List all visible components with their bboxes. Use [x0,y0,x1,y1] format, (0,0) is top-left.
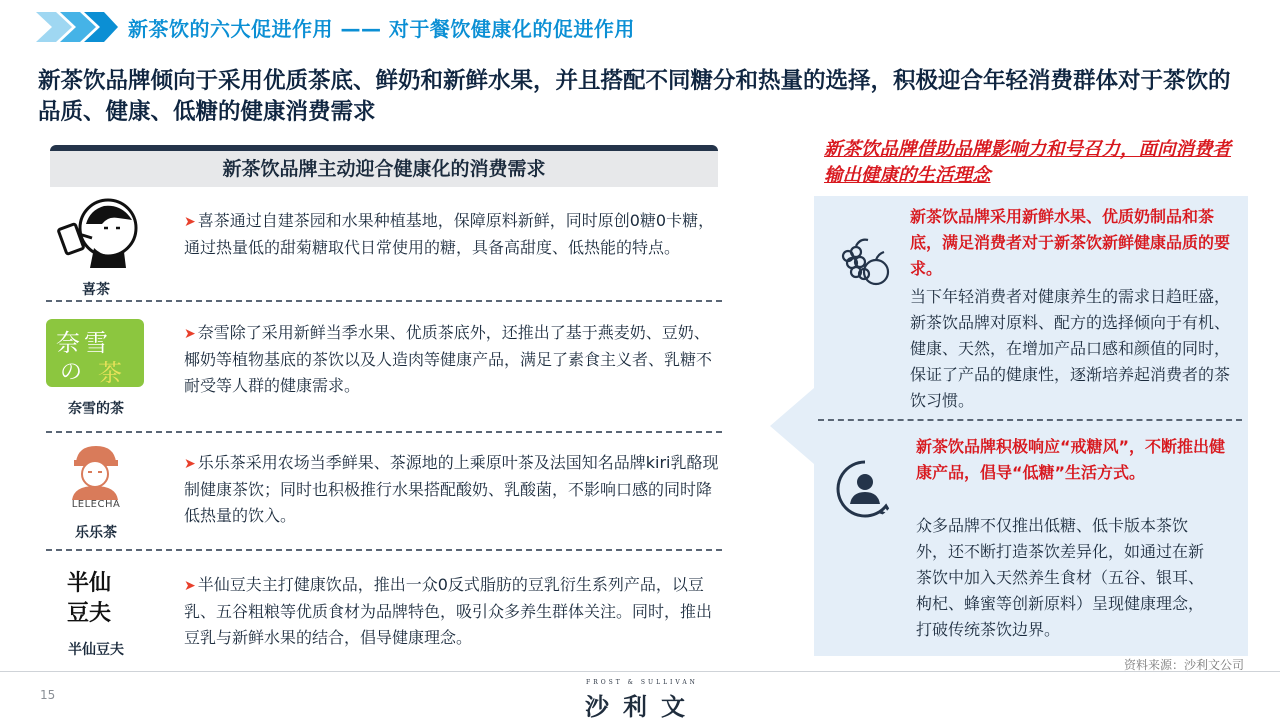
left-panel-title: 新茶饮品牌主动迎合健康化的消费需求 [50,151,718,187]
bullet-arrow-icon: ➤ [184,214,196,230]
page-number: 15 [40,688,56,702]
naixue-logo-icon: 奈雪 の 茶 [46,319,144,387]
company-logo: 沙利文 [585,693,699,721]
row-divider [46,549,722,551]
right-item-body: 当下年轻消费者对健康养生的需求日趋旺盛，新茶饮品牌对原料、配方的选择倾向于有机、健康、天然，在增加产品口感和颜值的同时，保证了产品的健康性，逐渐培养起消费者的茶饮习惯。 [910,287,1231,410]
brand-description: ➤ 乐乐茶采用农场当季鲜果、茶源地的上乘原叶茶及法国知名品牌kiri乳酪现制健康茶饮；同时也积极推行水果搭配酸奶、乳酸菌，不影响口感的同时降低热量的饮入。 [184,453,719,525]
right-divider [818,419,1242,421]
banxian-logo-icon: 半仙豆夫 [66,570,111,626]
header-chevron-icon [34,10,118,44]
lelecha-logo-icon [64,442,126,500]
brand-name: 喜茶 [82,282,110,298]
heytea-logo-icon [46,194,146,274]
row-divider [46,431,722,433]
brand-name: 半仙豆夫 [68,642,124,658]
brand-description: ➤ 半仙豆夫主打健康饮品，推出一众0反式脂肪的豆乳衍生系列产品，以豆乳、五谷粗粮等优质食材为品牌特色，吸引众多养生群体关注。同时，推出豆乳与新鲜水果的结合，倡导健康理念。 [184,575,713,647]
right-item-highlight: 新茶饮品牌积极响应“戒糖风”，不断推出健康产品，倡导“低糖”生活方式。 [916,437,1226,482]
right-item-highlight: 新茶饮品牌采用新鲜水果、优质奶制品和茶底，满足消费者对于新茶饮新鲜健康品质的要求。 [910,207,1231,278]
headline: 新茶饮品牌倾向于采用优质茶底、鲜奶和新鲜水果，并且搭配不同糖分和热量的选择，积极迎合年轻消费群体对于茶饮的品质、健康、低糖的健康消费需求 [38,68,1231,125]
brand-name: 奈雪的茶 [68,401,124,417]
bullet-arrow-icon: ➤ [184,456,196,472]
svg-text:®: ® [116,257,122,264]
bullet-arrow-icon: ➤ [184,326,196,342]
consumer-icon [834,458,896,520]
bullet-arrow-icon: ➤ [184,578,196,594]
fruit-icon [834,232,896,294]
brand-description: ➤ 奈雪除了采用新鲜当季水果、优质茶底外，还推出了基于燕麦奶、豆奶、椰奶等植物基底的茶饮以及人造肉等健康产品，满足了素食主义者、乳糖不耐受等人群的健康需求。 [184,323,713,395]
footer-divider [0,671,1280,672]
right-item-body: 众多品牌不仅推出低糖、低卡版本茶饮外，还不断打造茶饮差异化，如通过在新茶饮中加入天然养生食材（五谷、银耳、枸杞、蜂蜜等创新原料）呈现健康理念，打破传统茶饮边界。 [916,516,1205,639]
row-divider [46,300,722,302]
header-title: 新茶饮的六大促进作用 —— 对于餐饮健康化的促进作用 [128,17,635,41]
source-note: 资料来源：沙利文公司 [1123,658,1244,672]
right-panel-title: 新茶饮品牌借助品牌影响力和号召力，面向消费者输出健康的生活理念 [824,139,1232,186]
brand-description: ➤ 喜茶通过自建茶园和水果种植基地，保障原料新鲜，同时原创0糖0卡糖，通过热量低的甜菊糖取代日常使用的糖，具备高甜度、低热能的特点。 [184,211,715,257]
lelecha-logo-caption: LELECHA [71,499,121,510]
company-logo-subtitle: FROST & SULLIVAN [586,679,698,686]
brand-name: 乐乐茶 [75,525,117,541]
